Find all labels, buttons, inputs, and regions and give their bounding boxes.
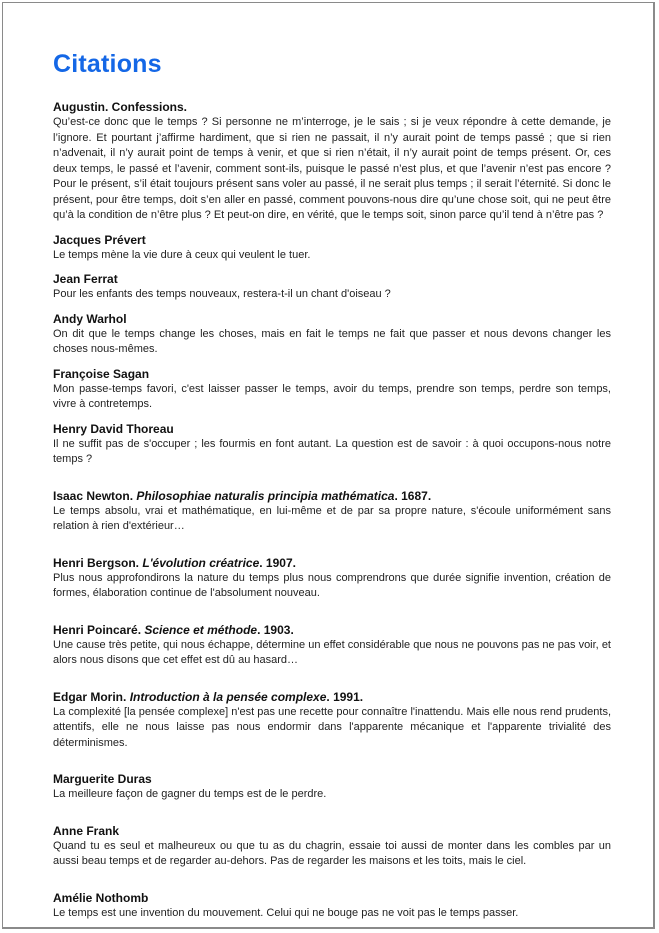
quote-author <box>53 233 611 248</box>
work-title: Science et méthode <box>144 622 258 637</box>
quote-text: Le temps mène la vie dure à ceux qui veulent le tuer. <box>53 248 311 261</box>
work-title: L'évolution créatrice <box>142 555 260 570</box>
quote-augustin <box>53 100 611 224</box>
work-year: . 1687. <box>394 488 432 503</box>
quote-text: Pour les enfants des temps nouveaux, restera-t-il un chant d'oiseau ? <box>53 288 391 300</box>
quote-text: Quand tu es seul et malheureux ou que tu as du chagrin, essaie toi aussi de monter dans les combles par un aussi beau temps et de regarder au-dehors. Pas de regarder les maisons et les toits, mais le ciel. <box>53 839 611 867</box>
quote-morin <box>53 690 611 752</box>
author-name: Jacques Prévert <box>53 232 146 247</box>
quote-ferrat <box>53 272 611 303</box>
work-year: . 1903. <box>257 622 294 637</box>
work-year: . 1907. <box>259 555 296 570</box>
quote-author <box>53 772 611 787</box>
author-name: Edgar Morin. <box>53 689 127 704</box>
quote-duras <box>53 772 611 803</box>
document-page <box>2 2 655 929</box>
quote-text: On dit que le temps change les choses, mais en fait le temps ne fait que passer et nous devons changer les choses nous-mêmes. <box>53 327 611 355</box>
quote-author <box>53 824 611 839</box>
work-title: Philosophiae naturalis principia mathématica <box>136 488 395 503</box>
quote-text: Mon passe-temps favori, c'est laisser passer le temps, avoir du temps, prendre son temps, perdre son temps, vivre à contretemps. <box>53 382 611 410</box>
quote-text: La complexité [la pensée complexe] n'est pas une recette pour connaître l'inattendu. Mais elle nous rend prudents, attentifs, elle ne nous laisse pas nous endormir dans l'apparente mécanique et l'apparente trivialité des déterminismes. <box>53 705 611 749</box>
quote-author <box>53 272 611 287</box>
quote-text: Plus nous approfondirons la nature du temps plus nous comprendrons que durée signifie invention, création de formes, élaboration continue de l'absolument nouveau. <box>53 571 611 599</box>
quote-bergson <box>53 556 611 602</box>
author-name: Andy Warhol <box>53 311 127 326</box>
quote-author <box>53 100 611 115</box>
quote-frank <box>53 824 611 870</box>
quote-text: Qu’est-ce donc que le temps ? Si personne ne m’interroge, je le sais ; si je veux répondre à cette demande, je l’ignore. Et pourtant j’affirme hardiment, que si rien ne passait, il n’y aurait point de temps passé ; que si rien n’advenait, il n’y aurait point de temps à venir, et que si rien n’était, il n’y aurait point de temps présent. Or, ces deux temps, le passé et l’avenir, comment sont-ils, puisque le passé n’est plus, et que l’avenir n’est pas encore ? Pour le présent, s’il était toujours présent sans voler au passé, il ne serait plus temps ; il serait l’éternité. Si donc le présent, pour être temps, doit s’en aller en passé, comment pouvons-nous dire qu’une chose soit, qui ne peut être qu’à la condition de n’être plus ? Et peut-on dire, en vérité, que le temps soit, sinon parce qu’il tend à n’être pas ? <box>53 116 611 221</box>
quote-warhol <box>53 312 611 358</box>
author-name: Isaac Newton. <box>53 488 134 503</box>
quote-text: La meilleure façon de gagner du temps est de le perdre. <box>53 788 327 800</box>
quote-author <box>53 489 611 504</box>
quote-text: Le temps est une invention du mouvement. Celui qui ne bouge pas ne voit pas le temps passer. <box>53 906 519 919</box>
quote-sagan <box>53 367 611 413</box>
quote-text: Le temps absolu, vrai et mathématique, en lui-même et de par sa propre nature, s'écoule uniformément sans relation à rien d'extérieur… <box>53 504 611 532</box>
quote-poincare <box>53 623 611 669</box>
quote-text: Il ne suffit pas de s'occuper ; les fourmis en font autant. La question est de savoir : à quoi occupons-nous notre temps ? <box>53 437 611 465</box>
author-name: Anne Frank <box>53 823 120 838</box>
quote-newton <box>53 489 611 535</box>
author-name: Henry David Thoreau <box>53 421 174 436</box>
quote-author <box>53 690 611 705</box>
quote-prevert <box>53 233 611 264</box>
quote-author <box>53 891 611 906</box>
author-name: Françoise Sagan <box>53 366 150 381</box>
author-name: Amélie Nothomb <box>53 890 149 905</box>
work-year: . 1991. <box>326 689 364 704</box>
quote-thoreau <box>53 422 611 468</box>
author-name: Augustin. Confessions. <box>53 100 188 114</box>
quote-author <box>53 422 611 437</box>
quote-author <box>53 367 611 382</box>
quote-nothomb <box>53 891 611 922</box>
page-content <box>53 47 611 921</box>
quote-author <box>53 312 611 327</box>
quote-author <box>53 556 611 571</box>
author-name: Jean Ferrat <box>53 272 118 286</box>
work-title: Introduction à la pensée complexe <box>129 689 327 704</box>
author-name: Marguerite Duras <box>53 772 152 786</box>
quote-author <box>53 623 611 638</box>
page-title: Citations <box>53 50 162 78</box>
quote-text: Une cause très petite, qui nous échappe, détermine un effet considérable que nous ne pouvons pas ne pas voir, et alors nous disons que cet effet est dû au hasard… <box>53 638 611 666</box>
author-name: Henri Bergson. <box>53 555 140 570</box>
author-name: Henri Poincaré. <box>53 622 142 637</box>
